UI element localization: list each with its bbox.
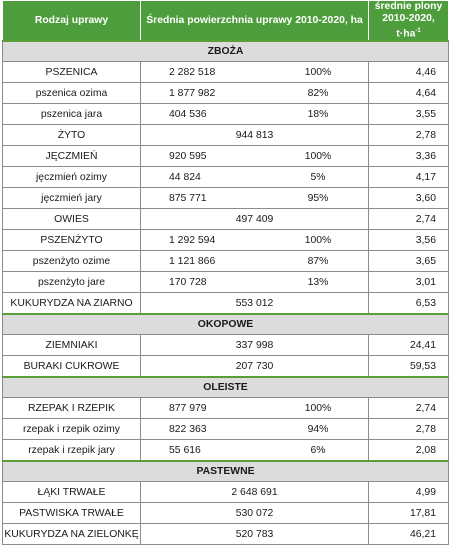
yield-value: 2,74 (369, 209, 449, 230)
section-header-row (3, 314, 449, 335)
area-value: 920 595 (169, 150, 207, 162)
table-row (3, 125, 449, 146)
section-title: PASTEWNE (3, 461, 449, 482)
area-value: 170 728 (169, 276, 207, 288)
area-share: 82% (307, 87, 329, 99)
header-yield-sup: -1 (415, 28, 421, 34)
area-share: 100% (304, 150, 332, 162)
crop-name: RZEPAK I RZEPIK (3, 398, 141, 419)
section-header-row (3, 461, 449, 482)
yield-value: 3,01 (369, 272, 449, 293)
area-cell (141, 356, 369, 378)
area-cell (141, 251, 369, 272)
crop-name: pszenżyto jare (3, 272, 141, 293)
crop-name: pszenica ozima (3, 83, 141, 104)
area-cell (141, 83, 369, 104)
yield-value: 4,99 (369, 482, 449, 503)
area-share: 100% (304, 66, 332, 78)
table-row (3, 62, 449, 83)
table-row (3, 503, 449, 524)
area-share: 87% (307, 255, 329, 267)
area-cell (141, 398, 369, 419)
yield-value: 17,81 (369, 503, 449, 524)
yield-value: 24,41 (369, 335, 449, 356)
yield-value: 3,65 (369, 251, 449, 272)
section-title: OKOPOWE (3, 314, 449, 335)
area-share: 95% (307, 192, 329, 204)
area-cell (141, 146, 369, 167)
crop-name: rzepak i rzepik ozimy (3, 419, 141, 440)
yield-value: 4,46 (369, 62, 449, 83)
crop-yield-table (2, 0, 449, 545)
table-row (3, 104, 449, 125)
yield-value: 3,60 (369, 188, 449, 209)
section-title: OLEISTE (3, 377, 449, 398)
header-average-area: Średnia powierzchnia uprawy 2010-2020, ha (141, 1, 369, 42)
table-row (3, 83, 449, 104)
area-share: 5% (310, 171, 326, 183)
area-share: 13% (307, 276, 329, 288)
area-cell (141, 125, 369, 146)
yield-value: 46,21 (369, 524, 449, 545)
crop-name: KUKURYDZA NA ZIARNO (3, 293, 141, 315)
table-row (3, 419, 449, 440)
header-yield-line1: średnie plony (374, 1, 443, 12)
area-cell (141, 524, 369, 545)
crop-name: JĘCZMIEŃ (3, 146, 141, 167)
area-share: 94% (307, 423, 329, 435)
table-row (3, 482, 449, 503)
section-header-row (3, 377, 449, 398)
area-value: 553 012 (235, 297, 274, 309)
section-title: ZBOŻA (3, 41, 449, 62)
crop-name: PSZENICA (3, 62, 141, 83)
crop-name: PASTWISKA TRWAŁE (3, 503, 141, 524)
crop-name: pszenica jara (3, 104, 141, 125)
area-value: 1 877 982 (169, 87, 216, 99)
area-value: 2 648 691 (231, 486, 278, 498)
table-row (3, 335, 449, 356)
crop-name: ŁĄKI TRWAŁE (3, 482, 141, 503)
yield-value: 3,55 (369, 104, 449, 125)
crop-name: pszenżyto ozime (3, 251, 141, 272)
area-value: 2 282 518 (169, 66, 216, 78)
yield-value: 59,53 (369, 356, 449, 378)
crop-name: KUKURYDZA NA ZIELONKĘ (3, 524, 141, 545)
table-row (3, 188, 449, 209)
table-row (3, 167, 449, 188)
area-value: 497 409 (235, 213, 274, 225)
crop-table-container (2, 0, 448, 545)
header-average-yield (369, 1, 449, 42)
crop-name: rzepak i rzepik jary (3, 440, 141, 462)
area-cell (141, 62, 369, 83)
area-value: 875 771 (169, 192, 207, 204)
yield-value: 4,64 (369, 83, 449, 104)
crop-name: ŻYTO (3, 125, 141, 146)
table-row (3, 272, 449, 293)
section-header-row (3, 41, 449, 62)
area-cell (141, 440, 369, 462)
yield-value: 2,78 (369, 125, 449, 146)
area-value: 1 292 594 (169, 234, 216, 246)
area-share: 100% (304, 234, 332, 246)
crop-name: OWIES (3, 209, 141, 230)
area-value: 877 979 (169, 402, 207, 414)
area-cell (141, 293, 369, 315)
area-share: 100% (304, 402, 332, 414)
area-cell (141, 104, 369, 125)
yield-value: 2,74 (369, 398, 449, 419)
table-row (3, 440, 449, 462)
crop-name: jęczmień ozimy (3, 167, 141, 188)
area-cell (141, 335, 369, 356)
area-cell (141, 503, 369, 524)
area-value: 1 121 866 (169, 255, 216, 267)
yield-value: 2,08 (369, 440, 449, 462)
area-cell (141, 230, 369, 251)
area-value: 337 998 (235, 339, 274, 351)
header-crop-type: Rodzaj uprawy (3, 1, 141, 42)
area-cell (141, 188, 369, 209)
yield-value: 3,56 (369, 230, 449, 251)
area-value: 944 813 (235, 129, 274, 141)
area-value: 520 783 (235, 528, 274, 540)
crop-name: PSZENŻYTO (3, 230, 141, 251)
yield-value: 2,78 (369, 419, 449, 440)
area-value: 207 730 (235, 360, 274, 372)
area-value: 822 363 (169, 423, 207, 435)
yield-value: 3,36 (369, 146, 449, 167)
area-value: 55 616 (169, 444, 201, 456)
table-body (3, 41, 449, 545)
table-row (3, 293, 449, 315)
crop-name: BURAKI CUKROWE (3, 356, 141, 378)
area-share: 18% (307, 108, 329, 120)
table-row (3, 356, 449, 378)
table-row (3, 398, 449, 419)
table-row (3, 230, 449, 251)
table-header-row (3, 1, 449, 42)
area-value: 404 536 (169, 108, 207, 120)
area-cell (141, 482, 369, 503)
table-row (3, 251, 449, 272)
area-share: 6% (310, 444, 326, 456)
table-row (3, 146, 449, 167)
crop-name: ZIEMNIAKI (3, 335, 141, 356)
yield-value: 4,17 (369, 167, 449, 188)
area-value: 530 072 (235, 507, 274, 519)
area-cell (141, 209, 369, 230)
area-cell (141, 419, 369, 440)
table-row (3, 209, 449, 230)
area-value: 44 824 (169, 171, 201, 183)
yield-value: 6,53 (369, 293, 449, 315)
crop-name: jęczmień jary (3, 188, 141, 209)
header-yield-line2: 2010-2020, t·ha (382, 13, 435, 40)
table-row (3, 524, 449, 545)
area-cell (141, 167, 369, 188)
area-cell (141, 272, 369, 293)
